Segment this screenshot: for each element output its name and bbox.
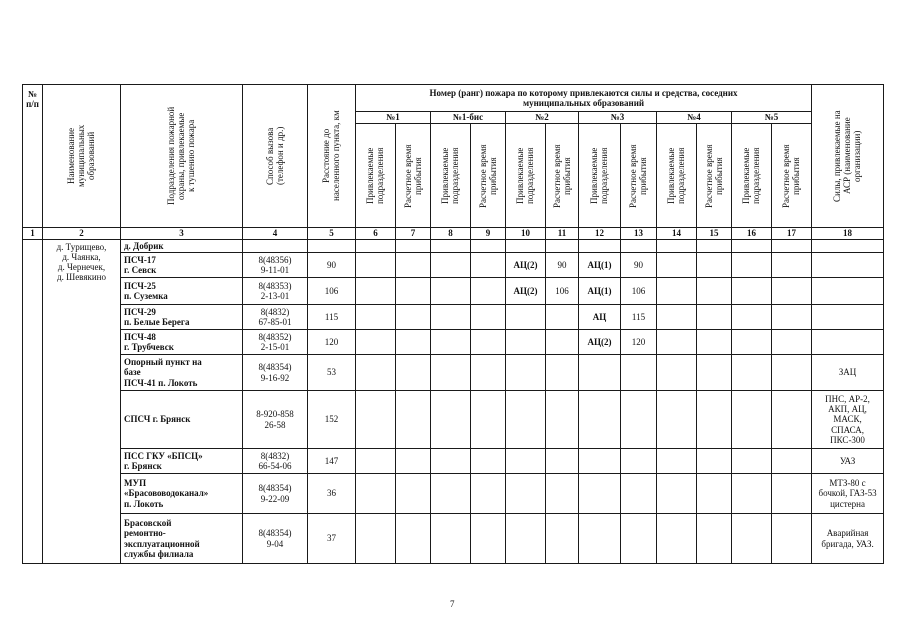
sub-time-2: Расчетное время прибытия xyxy=(546,124,579,228)
table-row: ПСЧ-29 п. Белые Берега 8(4832) 67-85-01 115 АЦ 115 xyxy=(23,305,884,330)
header-distance: Расстояние до населенного пункта, км xyxy=(308,85,356,228)
rank-5: №5 xyxy=(732,112,812,124)
sub-units-1: Привлекаемые подразделения xyxy=(356,124,396,228)
header-municipalities: Наименование муниципальных образований xyxy=(43,85,121,228)
sub-time-1: Расчетное время прибытия xyxy=(396,124,431,228)
table-row: МУП «Брасововодоканал» п. Локоть 8(48354) 9-22-09 36 МТЗ-80 с бочкой, ГАЗ-53 цистерна xyxy=(23,474,884,514)
header-asr: Силы, привлекаемые на АСР (наименование организации) xyxy=(812,85,884,228)
sub-units-5: Привлекаемые подразделения xyxy=(732,124,772,228)
rank-1-bis: №1-бис xyxy=(431,112,506,124)
header-units: Подразделения пожарной охраны, привлекаемые к тушению пожара xyxy=(121,85,243,228)
page-number: 7 xyxy=(450,599,455,609)
sub-time-1bis: Расчетное время прибытия xyxy=(471,124,506,228)
sub-units-1bis: Привлекаемые подразделения xyxy=(431,124,471,228)
locality-row xyxy=(23,240,884,253)
locality-cell: д. Добрик xyxy=(121,240,243,253)
sub-units-2: Привлекаемые подразделения xyxy=(506,124,546,228)
sub-time-3: Расчетное время прибытия xyxy=(621,124,657,228)
table-row: СПСЧ г. Брянск 8-920-858 26-58 152 ПНС, АР-2, АКП, АЦ, МАСК, СПАСА, ПКС-300 xyxy=(23,391,884,449)
table-row: ПСЧ-48 г. Трубчевск 8(48352) 2-15-01 120 АЦ(2) 120 xyxy=(23,330,884,355)
header-fire-rank: Номер (ранг) пожара по которому привлекаются силы и средства, соседних муниципальных образований xyxy=(356,85,812,112)
header-call-method: Способ вызова (телефон и др.) xyxy=(243,85,308,228)
fire-forces-table xyxy=(22,84,884,564)
column-number-row: 1 2 3 4 5 6 7 8 9 10 11 12 13 14 15 16 17 18 xyxy=(23,228,884,240)
settlements-cell: д. Турищево, д. Чаянка, д. Чернечек, д. Шевякино xyxy=(43,240,121,564)
table-row: ПСС ГКУ «БПСЦ» г. Брянск 8(4832) 66-54-06 147 УАЗ xyxy=(23,449,884,474)
sub-time-4: Расчетное время прибытия xyxy=(697,124,732,228)
sub-units-3: Привлекаемые подразделения xyxy=(579,124,621,228)
table-row: Брасовской ремонтно- эксплуатационной службы филиала 8(48354) 9-04 37 Аварийная бригада, УАЗ. xyxy=(23,514,884,564)
rank-1: №1 xyxy=(356,112,431,124)
table-row: ПСЧ-17 г. Севск 8(48356) 9-11-01 90 АЦ(2) 90 АЦ(1) 90 xyxy=(23,253,884,278)
sub-units-4: Привлекаемые подразделения xyxy=(657,124,697,228)
table-row: ПСЧ-25 п. Суземка 8(48353) 2-13-01 106 АЦ(2) 106 АЦ(1) 106 xyxy=(23,278,884,305)
row-number-cell xyxy=(23,240,43,564)
rank-3: №3 xyxy=(579,112,657,124)
header-no: № п/п xyxy=(23,85,43,228)
table-row: Опорный пункт на базе ПСЧ-41 п. Локоть 8(48354) 9-16-92 53 ЗАЦ xyxy=(23,355,884,391)
rank-4: №4 xyxy=(657,112,732,124)
rank-2: №2 xyxy=(506,112,579,124)
sub-time-5: Расчетное время прибытия xyxy=(772,124,812,228)
